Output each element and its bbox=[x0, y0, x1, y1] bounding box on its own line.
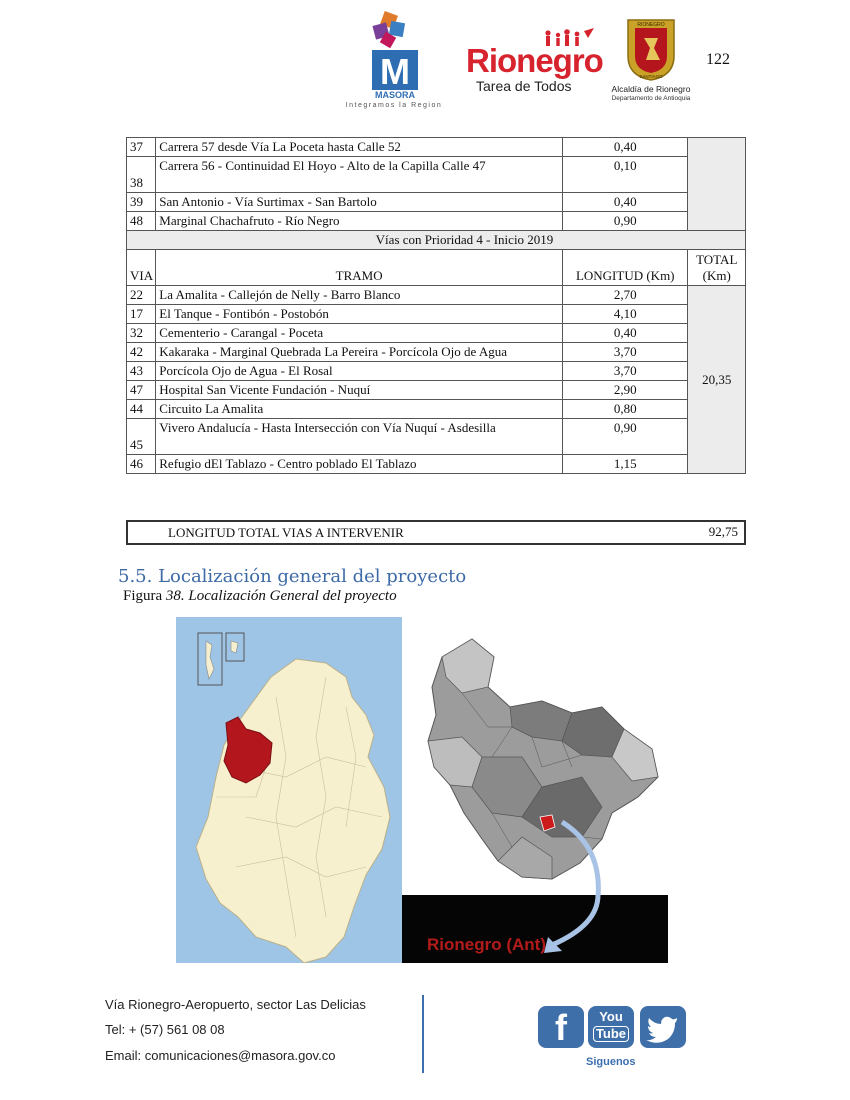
longitud-cell: 3,70 bbox=[563, 343, 688, 362]
via-cell: 43 bbox=[127, 362, 156, 381]
via-cell: 39 bbox=[127, 193, 156, 212]
via-cell: 47 bbox=[127, 381, 156, 400]
longitud-cell: 0,40 bbox=[563, 138, 688, 157]
via-cell: 17 bbox=[127, 305, 156, 324]
tramo-cell: La Amalita - Callejón de Nelly - Barro Blanco bbox=[156, 286, 563, 305]
table-row bbox=[127, 362, 746, 381]
masora-letter: M bbox=[380, 51, 410, 92]
section-heading: 5.5. Localización general del proyecto bbox=[118, 566, 467, 587]
table-row bbox=[127, 212, 746, 231]
tramo-cell: Cementerio - Carangal - Poceta bbox=[156, 324, 563, 343]
masora-tagline: Integramos la Region bbox=[345, 102, 443, 109]
via-cell: 42 bbox=[127, 343, 156, 362]
figure-caption-prefix: Figura bbox=[123, 588, 163, 604]
header-total: TOTAL (Km) bbox=[688, 250, 746, 286]
footer-phone: Tel: + (57) 561 08 08 bbox=[105, 1022, 225, 1037]
alcaldia-name: Alcaldía de Rionegro bbox=[611, 84, 691, 94]
page-number: 122 bbox=[706, 51, 730, 68]
longitud-cell: 0,90 bbox=[563, 419, 688, 455]
table-row bbox=[127, 324, 746, 343]
grand-total-label: LONGITUD TOTAL VIAS A INTERVENIR bbox=[168, 525, 404, 540]
total-cell-empty bbox=[688, 138, 746, 231]
longitud-cell: 0,40 bbox=[563, 324, 688, 343]
youtube-bottom: Tube bbox=[593, 1026, 629, 1042]
header-tramo: TRAMO bbox=[156, 250, 563, 286]
figure-caption bbox=[123, 588, 397, 605]
section-title-cell: Vías con Prioridad 4 - Inicio 2019 bbox=[127, 231, 746, 250]
table-row bbox=[127, 193, 746, 212]
via-cell: 22 bbox=[127, 286, 156, 305]
table-row bbox=[127, 343, 746, 362]
facebook-icon[interactable] bbox=[538, 1006, 584, 1048]
figure-caption-text: 38. Localización General del proyecto bbox=[165, 588, 397, 604]
svg-text:SANTIAGO: SANTIAGO bbox=[639, 74, 663, 79]
table-row bbox=[127, 381, 746, 400]
via-cell: 48 bbox=[127, 212, 156, 231]
masora-name: MASORA bbox=[375, 90, 415, 100]
page-header bbox=[0, 0, 850, 120]
rionegro-map-label: Rionegro (Ant) bbox=[427, 935, 546, 954]
svg-text:RIONEGRO: RIONEGRO bbox=[637, 22, 665, 28]
longitud-cell: 2,90 bbox=[563, 381, 688, 400]
tramo-cell: Carrera 56 - Continuidad El Hoyo - Alto de la Capilla Calle 47 bbox=[156, 157, 563, 193]
colombia-map bbox=[176, 617, 402, 963]
table-row bbox=[127, 419, 746, 455]
table-row bbox=[127, 455, 746, 474]
footer-address: Vía Rionegro-Aeropuerto, sector Las Delicias bbox=[105, 997, 366, 1012]
table-section-row bbox=[127, 231, 746, 250]
youtube-top: You bbox=[599, 1009, 623, 1024]
grand-total-box bbox=[126, 520, 746, 545]
tramo-cell: Carrera 57 desde Vía La Poceta hasta Calle 52 bbox=[156, 138, 563, 157]
via-cell: 45 bbox=[127, 419, 156, 455]
tramo-cell: Circuito La Amalita bbox=[156, 400, 563, 419]
table-row bbox=[127, 400, 746, 419]
alcaldia-seal-icon bbox=[606, 16, 696, 82]
header-longitud: LONGITUD (Km) bbox=[563, 250, 688, 286]
table-row bbox=[127, 305, 746, 324]
alcaldia-logo bbox=[606, 16, 696, 112]
facebook-glyph: f bbox=[555, 1007, 567, 1048]
rionegro-tagline: Tarea de Todos bbox=[476, 78, 572, 94]
tramo-cell: Vivero Andalucía - Hasta Intersección con Vía Nuquí - Asdesilla bbox=[156, 419, 563, 455]
via-cell: 37 bbox=[127, 138, 156, 157]
roads-table bbox=[126, 137, 746, 474]
header-via: VIA bbox=[127, 250, 156, 286]
grand-total-value: 92,75 bbox=[708, 524, 738, 539]
group-total-cell: 20,35 bbox=[688, 286, 746, 474]
tramo-cell: El Tanque - Fontibón - Postobón bbox=[156, 305, 563, 324]
table-header-row bbox=[127, 250, 746, 286]
tramo-cell: Hospital San Vicente Fundación - Nuquí bbox=[156, 381, 563, 400]
via-cell: 32 bbox=[127, 324, 156, 343]
longitud-cell: 4,10 bbox=[563, 305, 688, 324]
table-row bbox=[127, 138, 746, 157]
rionegro-logo bbox=[466, 28, 603, 98]
follow-us-label: Siguenos bbox=[586, 1056, 636, 1068]
via-cell: 44 bbox=[127, 400, 156, 419]
longitud-cell: 0,40 bbox=[563, 193, 688, 212]
table-row bbox=[127, 157, 746, 193]
longitud-cell: 0,10 bbox=[563, 157, 688, 193]
tramo-cell: San Antonio - Vía Surtimax - San Bartolo bbox=[156, 193, 563, 212]
tramo-cell: Refugio dEl Tablazo - Centro poblado El Tablazo bbox=[156, 455, 563, 474]
tramo-cell: Porcícola Ojo de Agua - El Rosal bbox=[156, 362, 563, 381]
twitter-icon[interactable] bbox=[640, 1006, 686, 1048]
via-cell: 46 bbox=[127, 455, 156, 474]
masora-logo bbox=[344, 10, 444, 110]
longitud-cell: 3,70 bbox=[563, 362, 688, 381]
footer-email[interactable]: Email: comunicaciones@masora.gov.co bbox=[105, 1048, 336, 1063]
footer-divider bbox=[422, 995, 424, 1073]
tramo-cell: Kakaraka - Marginal Quebrada La Pereira - Porcícola Ojo de Agua bbox=[156, 343, 563, 362]
tramo-cell: Marginal Chachafruto - Río Negro bbox=[156, 212, 563, 231]
longitud-cell: 0,90 bbox=[563, 212, 688, 231]
alcaldia-dept: Departamento de Antioquia bbox=[611, 95, 691, 102]
table-row bbox=[127, 286, 746, 305]
youtube-icon[interactable] bbox=[588, 1006, 634, 1048]
via-cell: 38 bbox=[127, 157, 156, 193]
longitud-cell: 2,70 bbox=[563, 286, 688, 305]
rionegro-wordmark: Rionegro bbox=[466, 42, 603, 79]
longitud-cell: 1,15 bbox=[563, 455, 688, 474]
longitud-cell: 0,80 bbox=[563, 400, 688, 419]
